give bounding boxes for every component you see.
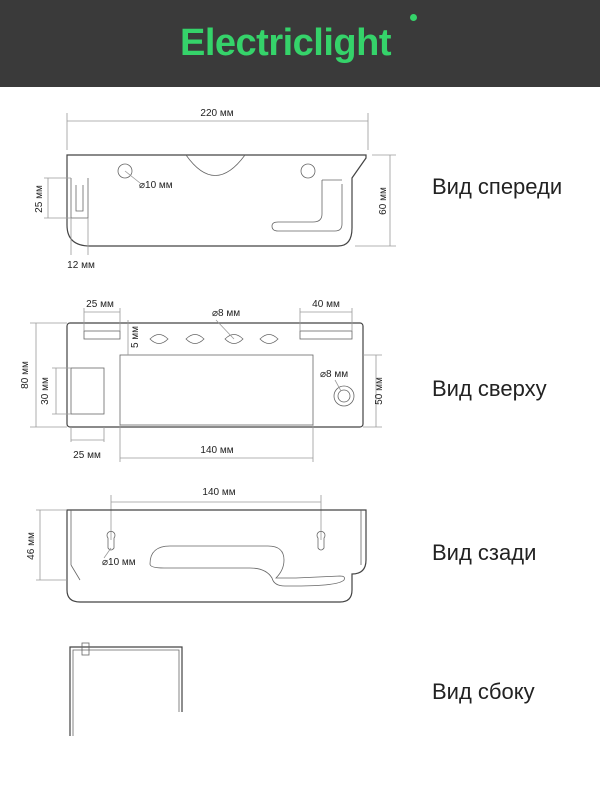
top-depth-label: 80 мм <box>20 361 31 389</box>
top-holes-label: ⌀8 мм <box>212 308 241 319</box>
top-button-leader <box>335 380 341 391</box>
side-clip <box>82 643 89 655</box>
back-cutout <box>150 546 345 586</box>
top-slot-right-label: 40 мм <box>312 299 340 310</box>
top-window-height-label: 30 мм <box>40 377 51 405</box>
top-button-label: ⌀8 мм <box>320 369 349 380</box>
front-hook <box>272 180 342 231</box>
top-panel-width-label: 140 мм <box>200 445 234 456</box>
front-slot <box>71 178 88 218</box>
brand-logo: Electriclight <box>180 22 391 64</box>
front-slot-width-label: 12 мм <box>67 260 95 271</box>
back-hole-label: ⌀10 мм <box>102 557 136 568</box>
top-hole-1 <box>150 335 168 344</box>
side-profile <box>70 647 182 736</box>
brand-logo-dot <box>410 14 417 21</box>
technical-drawing <box>0 87 420 800</box>
back-view-label: Вид сзади <box>432 540 537 565</box>
top-slot-left <box>84 331 120 339</box>
front-view <box>34 108 396 271</box>
top-slot-right <box>300 331 352 339</box>
front-width-label: 220 мм <box>200 108 234 119</box>
header-bar <box>0 0 600 87</box>
front-height-label: 60 мм <box>378 187 389 215</box>
back-inner-left-chamfer <box>71 565 80 580</box>
front-slot-inner <box>76 185 83 211</box>
front-hole-right <box>301 164 315 178</box>
front-hole-label: ⌀10 мм <box>139 180 173 191</box>
top-view <box>20 299 385 462</box>
front-dome <box>186 155 245 176</box>
top-window-width-label: 25 мм <box>73 450 101 461</box>
back-spacing-label: 140 мм <box>202 487 236 498</box>
top-slot-left-label: 25 мм <box>86 299 114 310</box>
top-hole-2 <box>186 335 204 344</box>
front-view-label: Вид спереди <box>432 174 563 199</box>
front-hole-leader <box>125 171 140 183</box>
top-window <box>71 368 104 414</box>
side-profile-inner <box>73 650 179 736</box>
back-view <box>26 487 366 602</box>
top-offset-label: 5 мм <box>130 325 141 349</box>
top-panel <box>120 355 313 425</box>
top-depth-right-label: 50 мм <box>374 377 385 405</box>
back-height-label: 46 мм <box>26 532 37 560</box>
top-button-outer <box>334 386 354 406</box>
front-body <box>67 155 366 246</box>
front-slot-height-label: 25 мм <box>34 185 45 213</box>
top-hole-4 <box>260 335 278 344</box>
side-view <box>70 643 182 736</box>
side-view-label: Вид сбоку <box>432 679 535 704</box>
top-view-label: Вид сверху <box>432 376 547 401</box>
top-button-inner <box>338 390 350 402</box>
